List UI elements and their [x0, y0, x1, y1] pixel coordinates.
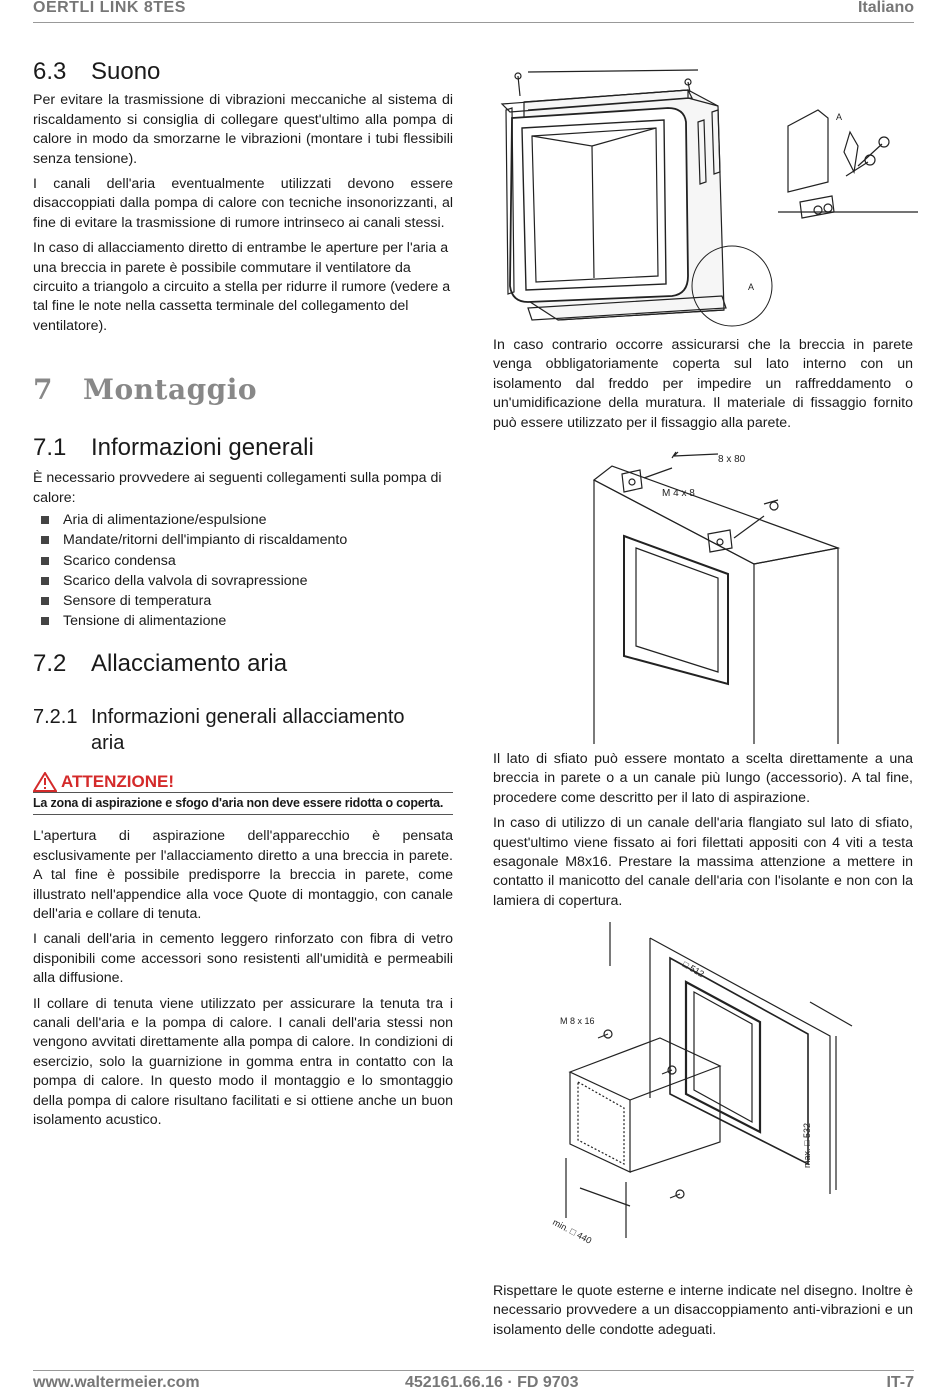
list-item: Scarico della valvola di sovrapressione [33, 571, 453, 591]
bolt-label: M 8 x 16 [560, 1016, 595, 1026]
dimension-label: □ 512 [681, 959, 706, 980]
list-item: Aria di alimentazione/espulsione [33, 510, 453, 530]
warning-icon [33, 772, 57, 792]
wall-bracket-figure [578, 444, 848, 744]
section-7-2 [33, 650, 453, 677]
heading-7-2-1: 7.2.1 Informazioni generali allacciamento aria [33, 706, 405, 754]
paragraph: L'apertura di aspirazione dell'apparecchio è pensata esclusivamente per l'allacciamento diretto a una breccia in parete. A tal fine è possibile predisporre la breccia in parete, come illustrato nell'appendice alla voce Quote di montaggio, con canale dell'aria e collare di tenuta. [33, 828, 453, 923]
detail-label-a: A [748, 282, 755, 292]
language-label: Italiano [857, 0, 914, 16]
right-text-2 [493, 750, 913, 917]
connection-list [33, 510, 453, 631]
section-6-3 [33, 58, 453, 342]
screw-label: M 4 x 8 [662, 488, 695, 499]
page-header [33, 0, 914, 23]
paragraph: Rispettare le quote esterne e interne indicate nel disegno. Inoltre è necessario provvedere a un disaccoppiamento anti-vibrazioni e un isolamento delle condotte adeguati. [493, 1283, 913, 1338]
list-item: Scarico condensa [33, 551, 453, 571]
right-text-1 [493, 336, 913, 439]
paragraph: I canali dell'aria in cemento leggero rinforzato con fibra di vetro disponibili come accessori sono resistenti all'umidità e permeabili alla diffusione. [33, 931, 453, 987]
list-item: Tensione di alimentazione [33, 611, 453, 631]
paragraph: In caso di allacciamento diretto di entrambe le aperture per l'aria a una breccia in parete è possibile commutare il ventilatore da circuito a triangolo a circuito a stella per ridurre il rumore (vedere a tal fine le note nella cassetta terminale del collegamento del ventilatore). [33, 240, 451, 334]
paragraph: Il lato di sfiato può essere montato a scelta direttamente a una breccia in parete o a un canale più lungo (accessorio). A tal fine, procedere come descritto per il lato di aspirazione. [493, 751, 913, 806]
doc-title: OERTLI LINK 8TES [33, 0, 186, 16]
website-link[interactable]: www.waltermeier.com [33, 1374, 200, 1391]
warning-text: La zona di aspirazione e sfogo d'aria non deve essere ridotta o coperta. [33, 792, 453, 815]
paragraph: Per evitare la trasmissione di vibrazioni meccaniche al sistema di riscaldamento si consiglia di collegare quest'ultimo alla pompa di calore in modo da smorzarne le vibrazioni (montare i tubi flessibili senza tensione). [33, 92, 453, 167]
heat-pump-frame-figure [488, 62, 918, 332]
screw-label: 8 x 80 [718, 454, 746, 465]
dimension-label: max. □ 532 [802, 1123, 812, 1168]
paragraph: In caso contrario occorre assicurarsi che la breccia in parete venga obbligatoriamente coperta sul lato interno con un isolamento dal freddo per impedire un raffreddamento o un'umidificazione della muratura. Il materiale di fissaggio fornito può essere utilizzato per il fissaggio alla parete. [493, 337, 913, 431]
page-footer [33, 1370, 914, 1392]
list-item: Sensore di temperatura [33, 591, 453, 611]
heading-7-1: 7.1 Informazioni generali [33, 434, 314, 461]
right-text-3 [493, 1282, 913, 1346]
air-duct-figure [540, 918, 880, 1254]
doc-code: 452161.66.16 · FD 9703 [405, 1374, 579, 1391]
heading-7-2: 7.2 Allacciamento aria [33, 650, 288, 677]
intro-text: È necessario provvedere ai seguenti collegamenti sulla pompa di calore: [33, 470, 442, 506]
section-7-2-1 [33, 704, 453, 1137]
paragraph: Il collare di tenuta viene utilizzato per assicurare la tenuta tra i canali dell'aria e la pompa di calore. I canali dell'aria stessi non vengono avvitati direttamente alla pompa di calore. In condizioni di esercizio, solo la guarnizione in gomma entra in contatto con la pompa di calore. In questo modo il montaggio e lo smontaggio della pompa di calore risultano facilitati e si ottiene anche un buon isolamento acustico. [33, 995, 453, 1129]
paragraph: I canali dell'aria eventualmente utilizzati devono essere disaccoppiati dalla pompa di calore con tecniche insonorizzanti, al fine di evitare la trasmissione di rumore intrinseco ai canali stessi. [33, 176, 453, 231]
warning-box [33, 772, 453, 815]
heading-6-3: 6.3 Suono [33, 58, 161, 85]
dimension-label: min. □ 440 [551, 1216, 594, 1246]
chapter-heading: 7 Montaggio [33, 373, 258, 406]
list-item: Mandate/ritorni dell'impianto di riscaldamento [33, 530, 453, 550]
page-number: IT-7 [886, 1374, 914, 1391]
warning-title: ATTENZIONE! [61, 772, 175, 792]
paragraph: In caso di utilizzo di un canale dell'aria flangiato sul lato di sfiato, quest'ultimo viene fissato ai fori filettati appositi con 4 viti a testa esagonale M8x16. Prestare la massima attenzione a mettere in contatto il manicotto del canale dell'aria con l'isolante e non con la lamiera di copertura. [493, 815, 913, 909]
detail-label-a: A [836, 112, 843, 122]
section-7-1 [33, 434, 453, 631]
chapter-7 [33, 373, 453, 406]
